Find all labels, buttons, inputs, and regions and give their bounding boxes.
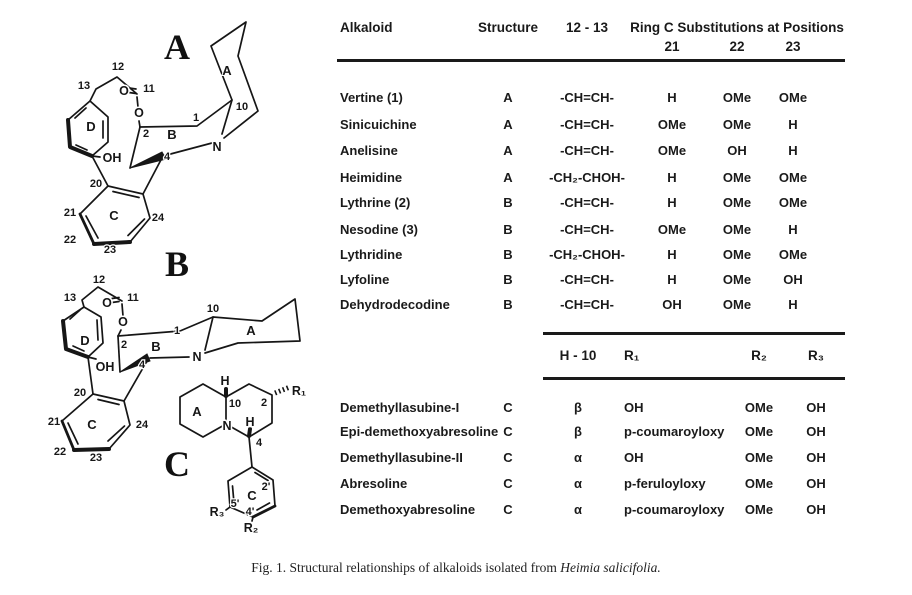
c21-cell: H <box>667 90 677 105</box>
ring-d-letter: D <box>80 333 90 348</box>
c23-cell: OH <box>783 272 803 287</box>
nitrogen: N <box>222 419 232 433</box>
c23-cell: H <box>788 143 798 158</box>
h-mid: H <box>245 415 255 429</box>
c21-cell: H <box>667 247 677 262</box>
bond-cell: -CH=CH- <box>560 272 614 287</box>
col-header-21: 21 <box>664 39 680 54</box>
hydroxyl: OH <box>102 151 122 165</box>
r3-cell: OH <box>806 424 826 439</box>
alkaloid-name: Demethoxyabresoline <box>340 502 476 517</box>
r1-cell: p-coumaroyloxy <box>624 424 725 439</box>
nitrogen: N <box>212 140 222 154</box>
nitrogen: N <box>192 350 202 364</box>
caption-lead: Fig. 1. <box>251 560 287 575</box>
table-row <box>337 272 882 290</box>
h-top: H <box>220 374 230 388</box>
col-header-r3: R₃ <box>808 348 824 363</box>
atom-20: 20 <box>73 387 87 399</box>
n-c4-bond <box>163 143 212 156</box>
c21-cell: OMe <box>657 117 687 132</box>
ester-o: O <box>118 315 128 329</box>
c21-cell: OMe <box>657 143 687 158</box>
table-row <box>337 195 882 213</box>
r3-cell: OH <box>806 476 826 491</box>
r1-cell: OH <box>624 400 644 415</box>
caption-species: Heimia salicifolia. <box>560 560 661 575</box>
atom-23: 23 <box>89 452 103 464</box>
table-row <box>337 247 882 265</box>
h10-cell: α <box>574 450 582 465</box>
ring-b-top-bonds <box>140 100 232 127</box>
table-row <box>337 400 882 418</box>
h10-cell: α <box>574 476 582 491</box>
table-rule-mid-lower <box>543 377 845 380</box>
col-header-12-13: 12 - 13 <box>565 20 609 35</box>
structure-cell: B <box>503 272 513 287</box>
c22-cell: OMe <box>722 272 752 287</box>
h4-wedge <box>249 429 250 436</box>
atom-20: 20 <box>89 178 103 190</box>
phenyl-bold-edge <box>253 506 275 517</box>
r1-label: R₁ <box>291 384 307 398</box>
alkaloid-name: Nesodine (3) <box>340 222 419 237</box>
structure-a-label: A <box>164 27 190 67</box>
r2-cell: OMe <box>744 400 774 415</box>
atom-21: 21 <box>63 207 77 219</box>
ring-b-top-bonds <box>118 317 213 336</box>
atom-24: 24 <box>151 212 165 224</box>
atom-4: 4 <box>255 437 263 449</box>
c23-cell: H <box>788 222 798 237</box>
c22-cell: OH <box>727 143 747 158</box>
c23-cell: H <box>788 117 798 132</box>
col-header-r1: R₁ <box>624 348 640 363</box>
structure-cell: C <box>503 424 513 439</box>
ring-b-letter: B <box>167 127 177 142</box>
atom-11: 11 <box>127 292 139 304</box>
atom-4: 4 <box>138 359 146 371</box>
r3-bond <box>226 507 230 510</box>
structures-drawing <box>0 0 340 560</box>
col-header-structure: Structure <box>477 20 538 35</box>
alkaloid-table <box>337 0 882 560</box>
table-row <box>337 90 882 108</box>
c23-cell: OMe <box>778 170 808 185</box>
structure-c-label: C <box>164 444 190 484</box>
alkaloid-name: Dehydrodecodine <box>340 297 450 312</box>
bond-cell: -CH=CH- <box>560 195 614 210</box>
col-header-23: 23 <box>785 39 801 54</box>
caption-text: Structural relationships of alkaloids isolated from <box>289 560 557 575</box>
hydroxyl: OH <box>95 360 115 374</box>
structure-cell: C <box>503 476 513 491</box>
c21-cell: H <box>667 272 677 287</box>
ring-c-letter: C <box>109 208 119 223</box>
structure-cell: C <box>503 502 513 517</box>
c22-cell: OMe <box>722 117 752 132</box>
c23-cell: OMe <box>778 195 808 210</box>
atom-1: 1 <box>192 112 200 124</box>
alkaloid-name: Epi-demethoxyabresoline <box>340 424 499 439</box>
ring-c-letter: C <box>87 417 97 432</box>
structure-cell: A <box>503 170 513 185</box>
table-rule-mid-upper <box>543 332 845 335</box>
oh-bond <box>88 357 96 359</box>
r2-cell: OMe <box>744 502 774 517</box>
atom-4prime: 4' <box>245 506 255 518</box>
table-row <box>337 424 882 442</box>
carbonyl-o: O <box>102 296 112 310</box>
structure-cell: C <box>503 450 513 465</box>
c2-c3-bond <box>118 336 120 372</box>
ring-a-letter: A <box>246 323 256 338</box>
atom-10: 10 <box>228 398 242 410</box>
r2-label: R₂ <box>243 521 259 535</box>
atom-22: 22 <box>53 446 67 458</box>
ester-o: O <box>134 106 144 120</box>
structure-cell: A <box>503 117 513 132</box>
structure-cell: B <box>503 222 513 237</box>
figure-caption <box>0 560 912 576</box>
col-header-r2: R₂ <box>751 348 767 363</box>
carbonyl-o: O <box>119 84 129 98</box>
atom-12: 12 <box>92 274 106 286</box>
atom-22: 22 <box>63 234 77 246</box>
r1-cell: p-coumaroyloxy <box>624 502 725 517</box>
bond-cell: -CH₂-CHOH- <box>549 247 625 262</box>
atom-2: 2 <box>120 339 128 351</box>
c23-cell: OMe <box>778 90 808 105</box>
r2-cell: OMe <box>744 424 774 439</box>
ring-c-bold-edge <box>74 449 109 450</box>
r2-cell: OMe <box>744 476 774 491</box>
table-row <box>337 450 882 468</box>
atom-2prime: 2' <box>261 481 271 493</box>
structure-cell: B <box>503 247 513 262</box>
c2-c3-bond <box>130 127 140 168</box>
col-header-alkaloid: Alkaloid <box>340 20 393 35</box>
atom-13: 13 <box>63 292 77 304</box>
structure-b <box>48 244 300 464</box>
bond-cell: -CH=CH- <box>560 222 614 237</box>
structure-cell: B <box>503 297 513 312</box>
r1-hashed-bond <box>275 387 290 393</box>
table-row <box>337 222 882 240</box>
col-header-ring-c: Ring C Substitutions at Positions <box>630 20 844 35</box>
atom-10: 10 <box>206 303 220 315</box>
c23-cell: OMe <box>778 247 808 262</box>
atom-24: 24 <box>135 419 149 431</box>
c22-cell: OMe <box>722 90 752 105</box>
table-row <box>337 502 882 520</box>
ring-a-bonds <box>211 22 258 138</box>
alkaloid-name: Heimidine <box>340 170 403 185</box>
ring-a-bonds <box>180 384 226 437</box>
atom-4: 4 <box>163 151 171 163</box>
atom-23: 23 <box>103 244 117 256</box>
atom-5prime: 5' <box>230 498 240 510</box>
alkaloid-name: Anelisine <box>340 143 398 158</box>
structure-cell: A <box>503 143 513 158</box>
r3-cell: OH <box>806 502 826 517</box>
table-rule-top <box>337 59 845 62</box>
structure-c <box>164 374 306 535</box>
c21-cell: H <box>667 195 677 210</box>
bond-cell: -CH₂-CHOH- <box>549 170 625 185</box>
structure-cell: C <box>503 400 513 415</box>
table-row <box>337 117 882 135</box>
structure-cell: A <box>503 90 513 105</box>
atom-21: 21 <box>47 416 61 428</box>
table-row <box>337 143 882 161</box>
bond-cell: -CH=CH- <box>560 143 614 158</box>
c4-phenyl-bond <box>249 437 252 467</box>
c21-cell: OH <box>662 297 682 312</box>
structure-cell: B <box>503 195 513 210</box>
c22-cell: OMe <box>722 297 752 312</box>
atom-1: 1 <box>173 325 181 337</box>
ring-c-letter: C <box>247 488 257 503</box>
ring-a-letter: A <box>192 404 202 419</box>
atom-13: 13 <box>77 80 91 92</box>
atom-12: 12 <box>111 61 125 73</box>
r1-cell: p-feruloyloxy <box>624 476 706 491</box>
c22-cell: OMe <box>722 247 752 262</box>
c23-cell: H <box>788 297 798 312</box>
table-row <box>337 170 882 188</box>
col-header-22: 22 <box>729 39 745 54</box>
bond-cell: -CH=CH- <box>560 117 614 132</box>
ring-b-letter: B <box>151 339 161 354</box>
alkaloid-name: Sinicuichine <box>340 117 417 132</box>
c22-cell: OMe <box>722 195 752 210</box>
c21-cell: H <box>667 170 677 185</box>
col-header-h10: H - 10 <box>559 348 597 363</box>
ring-d-letter: D <box>86 119 96 134</box>
alkaloid-name: Vertine (1) <box>340 90 403 105</box>
c22-cell: OMe <box>722 170 752 185</box>
h10-cell: α <box>574 502 582 517</box>
atom-11: 11 <box>143 83 155 95</box>
alkaloid-name: Demethyllasubine-I <box>340 400 460 415</box>
atom-2: 2 <box>142 128 150 140</box>
atom-2: 2 <box>260 397 268 409</box>
atom-10: 10 <box>235 101 249 113</box>
table-row <box>337 297 882 315</box>
alkaloid-name: Demethyllasubine-II <box>340 450 463 465</box>
structure-b-label: B <box>165 244 190 284</box>
r3-label: R₃ <box>209 505 225 519</box>
alkaloid-name: Lyfoline <box>340 272 390 287</box>
r3-cell: OH <box>806 450 826 465</box>
r1-cell: OH <box>624 450 644 465</box>
table-row <box>337 476 882 494</box>
ring-a-letter: A <box>222 63 232 78</box>
bond-cell: -CH=CH- <box>560 297 614 312</box>
alkaloid-name: Abresoline <box>340 476 408 491</box>
biphenyl-bond <box>88 357 93 394</box>
c21-cell: OMe <box>657 222 687 237</box>
alkaloid-name: Lythridine <box>340 247 403 262</box>
structure-a <box>64 22 258 256</box>
c22-cell: OMe <box>722 222 752 237</box>
alkaloid-name: Lythrine (2) <box>340 195 411 210</box>
n-c4-bond <box>150 357 189 358</box>
c12-c13-chain <box>90 77 137 101</box>
bond-cell: -CH=CH- <box>560 90 614 105</box>
r3-cell: OH <box>806 400 826 415</box>
h10-cell: β <box>574 424 582 439</box>
r2-cell: OMe <box>744 450 774 465</box>
h10-cell: β <box>574 400 582 415</box>
